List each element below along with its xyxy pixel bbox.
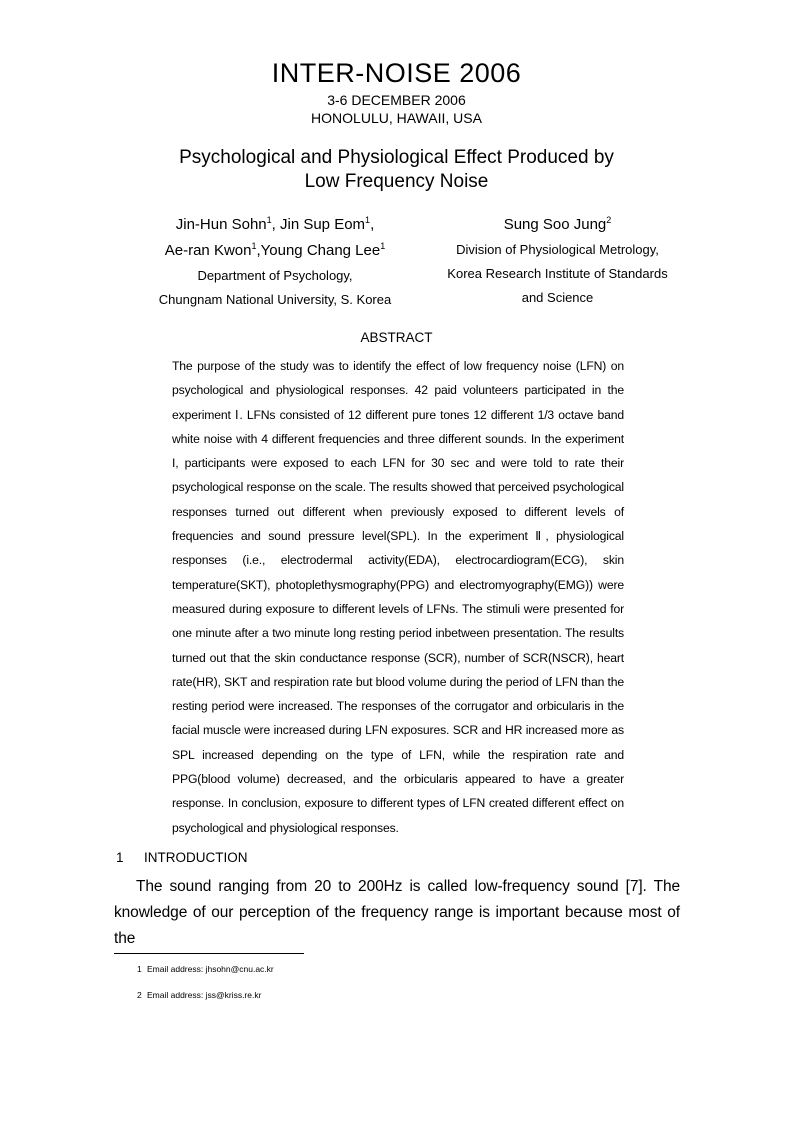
paper-title-line: Low Frequency Noise: [304, 171, 489, 192]
paper-title-line: Psychological and Physiological Effect Produced by: [179, 147, 614, 168]
author-department: Department of Psychology,: [197, 268, 353, 283]
conference-title: INTER-NOISE 2006: [271, 58, 522, 88]
author-line: [150, 212, 400, 238]
section-number: 1: [116, 850, 124, 865]
body-text: The sound ranging from 20 to 200Hz is called low-frequency sound [7]. The knowledge of our perception of the frequency range is important because most of the: [114, 878, 680, 947]
author-line: [440, 212, 675, 238]
footnote-number: 2: [137, 990, 142, 1000]
footnote: [137, 964, 274, 974]
author-affiliation: and Science: [521, 290, 594, 305]
abstract-text: The purpose of the study was to identify the effect of low frequency noise (LFN) on psychological and physiological responses. 42 paid volunteers participated in the experiment Ⅰ. LFNs consisted of 12 different pure tones 12 different 1/3 octave band white noise with 4 different frequencies and three different sounds. In the experiment I, participants were exposed to each LFN for 30 sec and were told to rate their psychological response on the scale. The results showed that perceived psychological responses turned out different when previously exposed to different levels of frequencies and sound pressure level(SPL). In the experiment Ⅱ, physiological responses (i.e., electrodermal activity(EDA), electrocardiogram(ECG), skin temperature(SKT), photoplethysmography(PPG) and electromyography(EMG)) were measured during exposure to different levels of LFNs. The stimuli were presented for one minute after a two minute long resting period inbetween presentation. The results turned out that the skin conductance response (SCR), number of SCR(NSCR), heart rate(HR), SKT and respiration rate but blood volume during the period of LFN than the resting period were increased. The responses of the corrugator and orbicularis in the facial muscle were increased during LFN exposures. SCR and HR increased more as SPL increased depending on the type of LFN, while the respiration rate and PPG(blood volume) decreased, and the orbicularis appeared to have a greater response. In conclusion, exposure to different types of LFN created different effect on psychological and physiological responses.: [172, 359, 624, 835]
section-heading: [116, 850, 248, 865]
conference-date: 3-6 DECEMBER 2006: [327, 92, 466, 108]
section-title: INTRODUCTION: [144, 850, 248, 865]
author-university: Chungnam National University, S. Korea: [158, 292, 392, 307]
author-name: ,Young Chang Lee: [256, 242, 381, 259]
author-name: Jin-Hun Sohn: [175, 216, 267, 233]
footnote-divider: [114, 953, 304, 954]
footnote-number: 1: [137, 964, 142, 974]
author-affiliation-mark: 1: [266, 215, 272, 225]
author-name: Sung Soo Jung: [503, 216, 607, 233]
author-affiliation-mark: 1: [251, 241, 257, 251]
footnote-text: Email address: jhsohn@cnu.ac.kr: [147, 964, 274, 974]
footnote-text: Email address: jss@kriss.re.kr: [147, 990, 262, 1000]
author-name: Ae-ran Kwon: [164, 242, 252, 259]
abstract-heading: ABSTRACT: [360, 330, 433, 345]
author-affiliation: Korea Research Institute of Standards: [447, 266, 668, 281]
author-group-right: [440, 212, 675, 310]
author-line: [150, 238, 400, 264]
author-affiliation-mark: 1: [380, 241, 386, 251]
author-group-left: [150, 212, 400, 312]
author-affiliation: Division of Physiological Metrology,: [456, 242, 659, 257]
author-affiliation-mark: 2: [606, 215, 612, 225]
author-separator: ,: [370, 216, 375, 233]
footnote: [137, 990, 261, 1000]
conference-location: HONOLULU, HAWAII, USA: [311, 110, 482, 126]
author-affiliation-mark: 1: [365, 215, 371, 225]
body-paragraph: [114, 874, 680, 952]
paper-title: [0, 146, 793, 194]
author-name: , Jin Sup Eom: [271, 216, 366, 233]
